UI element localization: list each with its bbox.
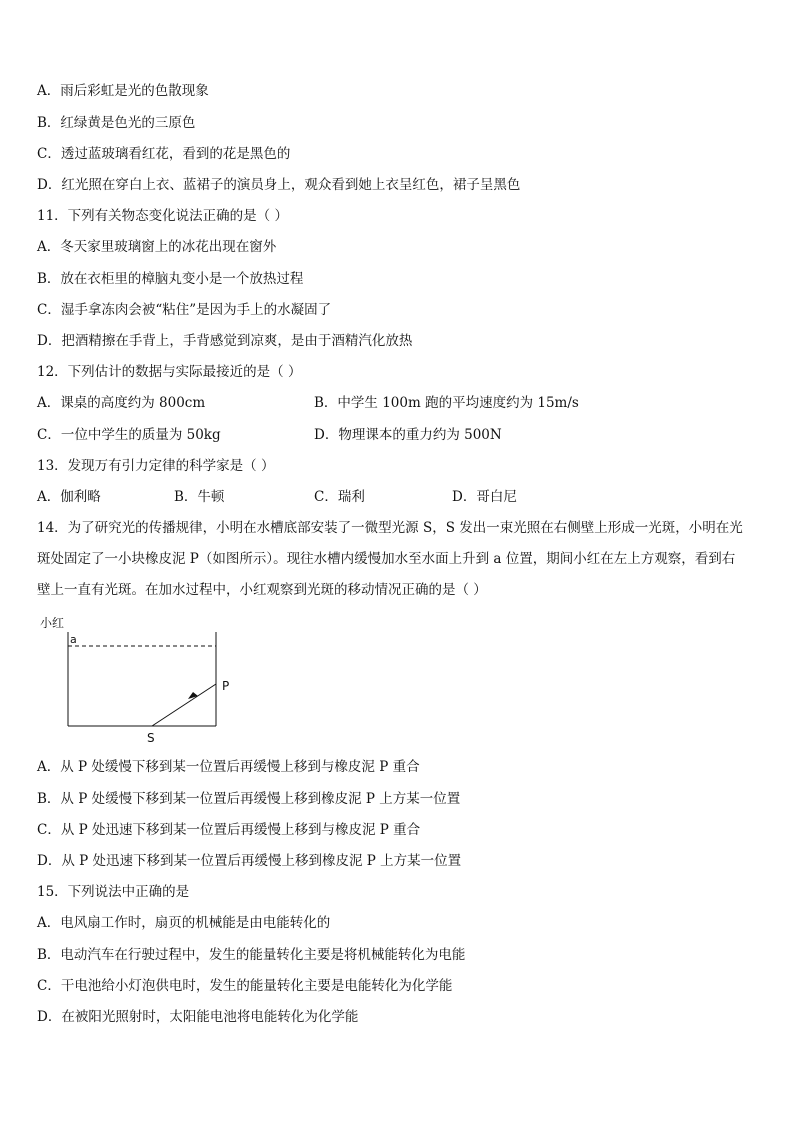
q13-option-c: C．瑞利 — [314, 489, 365, 505]
q13-option-a: A．伽利略 — [37, 489, 101, 505]
q12-stem: 12．下列估计的数据与实际最接近的是（ ） — [37, 364, 302, 380]
q13-option-b: B．牛顿 — [174, 489, 225, 505]
q12-option-d: D．物理课本的重力约为 500N — [314, 427, 502, 443]
light-ray — [152, 684, 216, 726]
ray-arrowhead — [188, 692, 198, 699]
q14-stem-line3: 壁上一直有光斑。在加水过程中，小红观察到光斑的移动情况正确的是（ ） — [37, 582, 487, 598]
level-a-label: a — [70, 633, 77, 646]
q10-option-d: D．红光照在穿白上衣、蓝裙子的演员身上，观众看到她上衣呈红色，裙子呈黑色 — [37, 177, 521, 193]
q11-option-b: B．放在衣柜里的樟脑丸变小是一个放热过程 — [37, 271, 304, 287]
water-tank-figure — [36, 614, 246, 744]
q13-option-d: D．哥白尼 — [452, 489, 517, 505]
q15-option-b: B．电动汽车在行驶过程中，发生的能量转化主要是将机械能转化为电能 — [37, 947, 466, 963]
q12-option-b: B．中学生 100m 跑的平均速度约为 15m/s — [314, 395, 579, 411]
q13-stem: 13．发现万有引力定律的科学家是（ ） — [37, 458, 275, 474]
q10-option-c: C．透过蓝玻璃看红花，看到的花是黑色的 — [37, 146, 291, 162]
q14-option-c: C．从 P 处迅速下移到某一位置后再缓慢上移到与橡皮泥 P 重合 — [37, 822, 421, 838]
source-s-label: S — [147, 731, 155, 744]
q14-option-d: D．从 P 处迅速下移到某一位置后再缓慢上移到橡皮泥 P 上方某一位置 — [37, 853, 462, 869]
point-p-label: P — [222, 679, 230, 693]
q10-option-a: A．雨后彩虹是光的色散现象 — [37, 83, 209, 99]
q14-option-b: B．从 P 处缓慢下移到某一位置后再缓慢上移到橡皮泥 P 上方某一位置 — [37, 791, 461, 807]
q11-option-a: A．冬天家里玻璃窗上的冰花出现在窗外 — [37, 239, 277, 255]
q15-stem: 15．下列说法中正确的是 — [37, 884, 190, 900]
q15-option-c: C．干电池给小灯泡供电时，发生的能量转化主要是电能转化为化学能 — [37, 978, 453, 994]
q14-stem-line1: 14．为了研究光的传播规律，小明在水槽底部安装了一微型光源 S，S 发出一束光照在右侧壁上形成一光斑，小明在光 — [37, 520, 743, 536]
q12-option-c: C．一位中学生的质量为 50kg — [37, 427, 221, 443]
q10-option-b: B．红绿黄是色光的三原色 — [37, 115, 196, 131]
q12-option-a: A．课桌的高度约为 800cm — [37, 395, 206, 411]
q11-option-d: D．把酒精擦在手背上，手背感觉到凉爽，是由于酒精汽化放热 — [37, 333, 413, 349]
q14-option-a: A．从 P 处缓慢下移到某一位置后再缓慢上移到与橡皮泥 P 重合 — [37, 759, 420, 775]
q11-option-c: C．湿手拿冻肉会被“粘住”是因为手上的水凝固了 — [37, 302, 332, 318]
q15-option-d: D．在被阳光照射时，太阳能电池将电能转化为化学能 — [37, 1009, 359, 1025]
q14-stem-line2: 斑处固定了一小块橡皮泥 P（如图所示）。现往水槽内缓慢加水至水面上升到 a 位置，期间小红在左上方观察，看到右 — [37, 551, 736, 567]
q11-stem: 11．下列有关物态变化说法正确的是（ ） — [37, 208, 288, 224]
observer-label: 小红 — [40, 616, 65, 630]
q15-option-a: A．电风扇工作时，扇页的机械能是由电能转化的 — [37, 915, 331, 931]
